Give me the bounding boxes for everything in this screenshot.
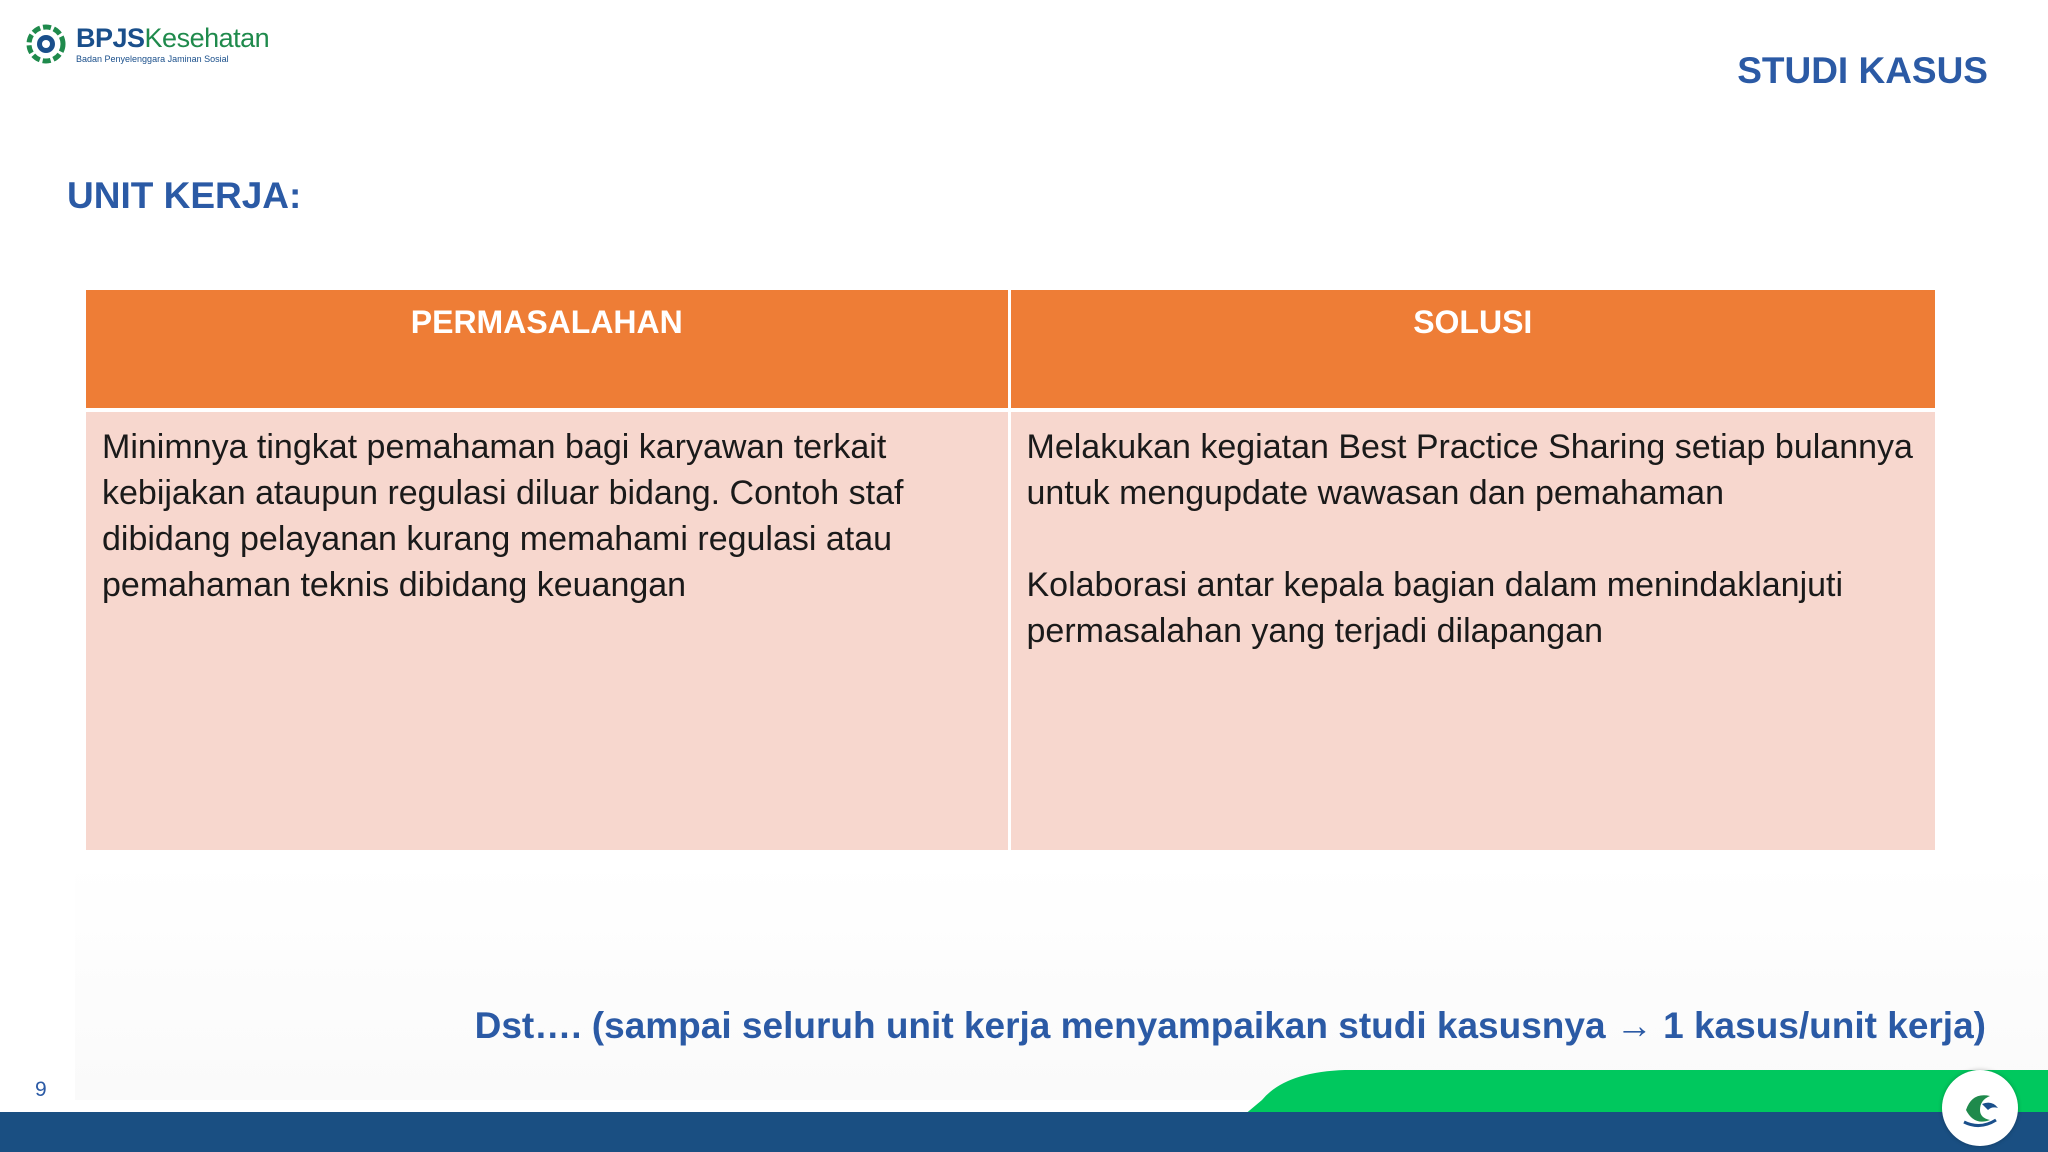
bpjs-logo <box>26 22 269 66</box>
column-header-problem: PERMASALAHAN <box>86 290 1009 410</box>
footer-decoration <box>0 1060 2048 1152</box>
problem-text: Minimnya tingkat pemahaman bagi karyawan terkait kebijakan ataupun regulasi diluar bidang. Contoh staf dibidang pelayanan kurang memahami regulasi atau pemahaman teknis dibidang keuangan <box>102 428 904 604</box>
bpjs-logo-icon <box>26 24 66 64</box>
emblem <box>1942 1070 2018 1146</box>
logo-brand: BPJSKesehatan <box>76 22 270 53</box>
column-header-solution: SOLUSI <box>1009 290 1935 410</box>
footnote: Dst…. (sampai seluruh unit kerja menyampaikan studi kasusnya → 1 kasus/unit kerja) <box>474 1005 1986 1046</box>
section-label: STUDI KASUS <box>1737 50 1988 91</box>
solution-text: Kolaborasi antar kepala bagian dalam menindaklanjuti permasalahan yang terjadi dilapangan <box>1026 566 1844 650</box>
page-number: 9 <box>35 1078 47 1101</box>
problem-cell <box>86 410 1009 850</box>
emblem-icon <box>1942 1070 2018 1146</box>
page-heading: UNIT KERJA: <box>67 175 302 216</box>
case-study-table <box>86 290 1935 850</box>
solution-text: Melakukan kegiatan Best Practice Sharing setiap bulannya untuk mengupdate wawasan dan pemahaman <box>1026 428 1913 512</box>
solution-cell <box>1009 410 1935 850</box>
logo-tagline: Badan Penyelenggara Jaminan Sosial <box>76 53 229 64</box>
table-header-row <box>86 290 1935 410</box>
table-row <box>86 410 1935 850</box>
